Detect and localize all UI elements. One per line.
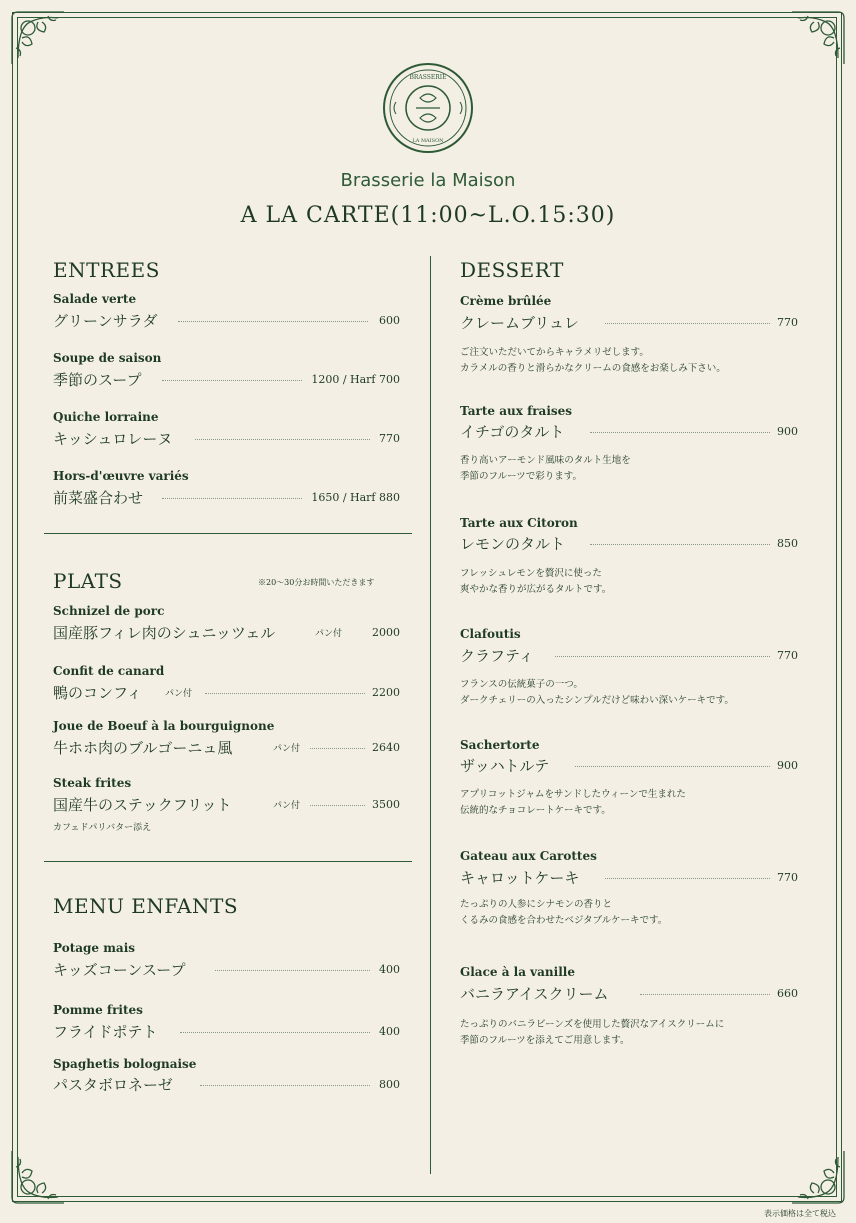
item-price: 3500 [372, 798, 400, 811]
section-title-enfants: MENU ENFANTS [53, 894, 239, 918]
item-fr-name: Confit de canard [53, 664, 165, 678]
item-fr-name: Clafoutis [460, 627, 521, 641]
item-price: 600 [379, 314, 400, 327]
corner-ornament-icon [8, 8, 68, 68]
svg-text:LA MAISON: LA MAISON [412, 138, 444, 144]
item-jp-name: ザッハトルテ [460, 757, 550, 775]
item-fr-name: Soupe de saison [53, 351, 162, 365]
item-fr-name: Salade verte [53, 292, 137, 306]
section-title-entrees: ENTREES [53, 258, 160, 282]
item-jp-name: パスタボロネーゼ [53, 1076, 173, 1094]
item-jp-name: 季節のスープ [53, 371, 142, 389]
item-description: たっぷりのバニラビーンズを使用した贅沢なアイスクリームに [460, 1019, 725, 1030]
item-fr-name: Schnizel de porc [53, 604, 165, 618]
item-jp-name: 牛ホホ肉のブルゴーニュ風 [53, 739, 233, 757]
item-jp-name: 国産豚フィレ肉のシュニッツェル [53, 624, 276, 642]
restaurant-name: Brasserie la Maison [340, 170, 516, 191]
item-jp-name: フライドポテト [53, 1023, 158, 1041]
item-fr-name: Crème brûlée [460, 294, 552, 308]
item-price: 1650 / Harf 880 [311, 491, 400, 504]
item-fr-name: Potage mais [53, 941, 136, 955]
item-price: 770 [777, 871, 798, 884]
item-description: ダークチェリーの入ったシンプルだけど味わい深いケーキです。 [460, 695, 734, 706]
corner-ornament-icon [8, 1147, 68, 1207]
item-price: 900 [777, 425, 798, 438]
item-sub-note: カフェドパリバター添え [53, 823, 152, 833]
item-fr-name: Hors-d'œuvre variés [53, 469, 189, 483]
item-tag: パン付 [273, 801, 301, 811]
item-price: 770 [777, 649, 798, 662]
section-title-plats: PLATS [53, 569, 123, 593]
item-price: 900 [777, 759, 798, 772]
section-divider [44, 861, 412, 862]
item-fr-name: Pomme frites [53, 1003, 143, 1017]
item-tag: パン付 [315, 629, 343, 639]
item-description: 伝統的なチョコレートケーキです。 [460, 805, 611, 816]
item-price: 660 [777, 987, 798, 1000]
item-fr-name: Sachertorte [460, 738, 540, 752]
item-description: くるみの食感を合わせたベジタブルケーキです。 [460, 915, 668, 926]
item-description: 季節のフルーツで彩ります。 [460, 471, 582, 482]
item-price: 770 [379, 432, 400, 445]
item-fr-name: Spaghetis bolognaise [53, 1057, 197, 1071]
item-description: 季節のフルーツを添えてご用意します。 [460, 1035, 630, 1046]
item-fr-name: Gateau aux Carottes [460, 849, 597, 863]
item-jp-name: クラフティ [460, 647, 534, 665]
item-fr-name: Tarte aux fraises [460, 404, 573, 418]
plats-time-note: ※20～30分お時間いただきます [258, 578, 375, 587]
brasserie-logo-icon [382, 62, 474, 154]
item-price: 770 [777, 316, 798, 329]
item-price: 850 [777, 537, 798, 550]
item-jp-name: レモンのタルト [460, 535, 566, 553]
section-divider [44, 533, 412, 534]
item-fr-name: Glace à la vanille [460, 965, 575, 979]
leader-dots [162, 380, 302, 381]
section-title-dessert: DESSERT [460, 258, 564, 282]
item-price: 400 [379, 963, 400, 976]
item-price: 400 [379, 1025, 400, 1038]
item-jp-name: グリーンサラダ [53, 312, 158, 330]
item-jp-name: キッズコーンスープ [53, 961, 186, 979]
item-jp-name: 鴨のコンフィ [53, 684, 142, 702]
corner-ornament-icon [788, 8, 848, 68]
item-jp-name: 前菜盛合わせ [53, 489, 144, 507]
item-jp-name: バニラアイスクリーム [460, 985, 609, 1003]
item-tag: パン付 [165, 689, 193, 699]
item-fr-name: Steak frites [53, 776, 132, 790]
item-price: 2000 [372, 626, 400, 639]
item-fr-name: Quiche lorraine [53, 410, 159, 424]
svg-text:BRASSERIE: BRASSERIE [409, 74, 447, 81]
leader-dots [162, 498, 302, 499]
item-description: カラメルの香りと滑らかなクリームの食感をお楽しみ下さい。 [460, 363, 726, 374]
item-jp-name: 国産牛のステックフリット [53, 796, 232, 814]
item-description: アプリコットジャムをサンドしたウィーンで生まれた [460, 789, 686, 800]
item-description: フレッシュレモンを贅沢に使った [460, 568, 602, 579]
column-divider [430, 256, 431, 1174]
item-price: 2200 [372, 686, 400, 699]
tax-note: 表示価格は全て税込 [764, 1209, 836, 1218]
item-description: 香り高いアーモンド風味のタルト生地を [460, 455, 631, 466]
item-fr-name: Tarte aux Citoron [460, 516, 578, 530]
item-price: 2640 [372, 741, 400, 754]
menu-subtitle: A LA CARTE(11:00~L.O.15:30) [240, 203, 616, 228]
item-description: たっぷりの人参にシナモンの香りと [460, 899, 613, 910]
item-jp-name: クレームブリュレ [460, 314, 579, 332]
item-jp-name: イチゴのタルト [460, 423, 565, 441]
item-description: ご注文いただいてからキャラメリゼします。 [460, 347, 649, 358]
item-fr-name: Joue de Boeuf à la bourguignone [53, 719, 275, 733]
item-tag: パン付 [273, 744, 301, 754]
item-description: フランスの伝統菓子の一つ。 [460, 679, 583, 690]
item-price: 800 [379, 1078, 400, 1091]
item-jp-name: キッシュロレーヌ [53, 430, 173, 448]
item-jp-name: キャロットケーキ [460, 869, 580, 887]
corner-ornament-icon [788, 1147, 848, 1207]
item-price: 1200 / Harf 700 [311, 373, 400, 386]
item-description: 爽やかな香りが広がるタルトです。 [460, 584, 612, 595]
